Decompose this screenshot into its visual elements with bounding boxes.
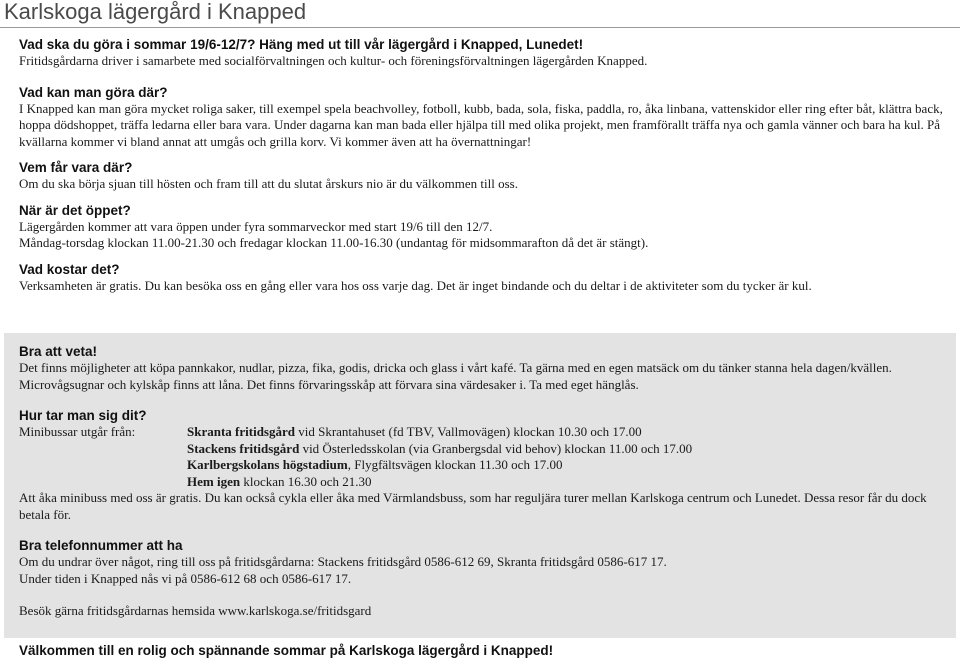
when-heading: När är det öppet? — [19, 202, 131, 218]
bus-stop — [187, 457, 692, 474]
bus-table — [19, 424, 692, 490]
who-section — [19, 159, 944, 193]
website-text: Besök gärna fritidsgårdarnas hemsida www.karlskoga.se/fritidsgard — [19, 603, 372, 618]
page-title: Karlskoga lägergård i Knapped — [4, 0, 307, 24]
what-heading: Vad kan man göra där? — [19, 84, 168, 100]
bus-row — [19, 441, 692, 458]
bus-stop-place: Hem igen — [187, 473, 241, 489]
intro-section — [19, 36, 944, 70]
who-text: Om du ska börja sjuan till hösten och fram till att du slutat årskurs nio är du välkommen till oss. — [19, 176, 518, 191]
title-divider — [0, 27, 960, 28]
when-line-2: Måndag-torsdag klockan 11.00-21.30 och fredagar klockan 11.00-16.30 (undantag för midsommarafton då det är stängt). — [19, 235, 649, 250]
phones-section — [19, 537, 944, 587]
bus-stop-place: Stackens fritidsgård — [187, 440, 300, 456]
what-text: I Knapped kan man göra mycket roliga saker, till exempel spela beachvolley, fotboll, kubb, bada, sola, fiska, paddla, ro, åka linbana, vattenskidor eller ring efter båt, klättra back, hoppa dödshoppet, träffa ledarna eller bara vara. Under dagarna kan man bada eller hjälpa till med olika projekt, men framförallt träffa nya och gamla vänner och bara ha kul. På kvällarna kommer vi bland annat att umgås och grilla korv. Vi kommer även att ha övernattningar! — [19, 100, 943, 149]
bus-row — [19, 474, 692, 491]
info-box — [4, 333, 956, 638]
bus-stop-place: Karlbergskolans högstadium — [187, 457, 348, 472]
bus-row — [19, 457, 692, 474]
intro-text: Fritidsgårdarna driver i samarbete med socialförvaltningen och kultur- och föreningsförvaltningen lägergården Knapped. — [19, 53, 648, 68]
footer-text: Välkommen till en rolig och spännande sommar på Karlskoga lägergård i Knapped! — [19, 643, 554, 658]
bus-stop-detail: vid Skrantahuset (fd TBV, Vallmovägen) klockan 10.30 och 17.00 — [294, 424, 642, 439]
phones-line-1: Om du undrar över något, ring till oss på fritidsgårdarna: Stackens fritidsgård 0586-612 69, Skranta fritidsgård 0586-617 17. — [19, 554, 667, 569]
when-section — [19, 202, 944, 252]
bus-stop-detail: klockan 16.30 och 21.30 — [240, 473, 372, 489]
good-section — [19, 343, 944, 393]
travel-text: Att åka minibuss med oss är gratis. Du kan också cykla eller åka med Värmlandsbuss, som har reguljära turer mellan Karlskoga centrum och Lunedet. Dessa resor får du dock betala för. — [19, 490, 927, 522]
when-line-1: Lägergården kommer att vara öppen under fyra sommarveckor med start 19/6 till den 12/7. — [19, 218, 493, 234]
intro-heading: Vad ska du göra i sommar 19/6-12/7? Häng med ut till vår lägergård i Knapped, Lunedet! — [19, 37, 584, 52]
bus-stop — [187, 424, 692, 441]
cost-heading: Vad kostar det? — [19, 261, 120, 277]
bus-stop-detail: , Flygfältsvägen klockan 11.30 och 17.00 — [347, 457, 563, 472]
phones-line-2: Under tiden i Knapped nås vi på 0586-612 68 och 0586-617 17. — [19, 570, 352, 586]
bus-stop — [187, 441, 692, 458]
bus-stop-place: Skranta fritidsgård — [187, 424, 295, 439]
bus-label: Minibussar utgår från: — [19, 424, 136, 439]
bus-row — [19, 424, 692, 441]
travel-section — [19, 407, 944, 523]
who-heading: Vem får vara där? — [19, 160, 133, 175]
good-text: Det finns möjligheter att köpa pannkakor, nudlar, pizza, fika, godis, dricka och glass i vårt kafé. Ta gärna med en egen matsäck om du tänker stanna hela dagen/kvällen. Microvågsugnar och kylskåp finns att låna. Det finns förvaringsskåp att förvara sina värdesaker i. Ta med eget hänglås. — [19, 360, 892, 392]
phones-heading: Bra telefonnummer att ha — [19, 538, 183, 553]
good-heading: Bra att veta! — [19, 344, 98, 359]
cost-section — [19, 261, 944, 295]
bus-stop — [187, 474, 692, 491]
cost-text: Verksamheten är gratis. Du kan besöka oss en gång eller vara hos oss varje dag. Det är inget bindande och du deltar i de aktiviteter som du tycker är kul. — [19, 277, 812, 293]
info-box-content — [19, 343, 944, 620]
what-section — [19, 84, 944, 151]
main-content — [19, 36, 944, 303]
travel-heading: Hur tar man sig dit? — [19, 408, 147, 423]
bus-stop-detail: vid Österledsskolan (via Granbergsdal vid behov) klockan 11.00 och 17.00 — [299, 440, 693, 456]
